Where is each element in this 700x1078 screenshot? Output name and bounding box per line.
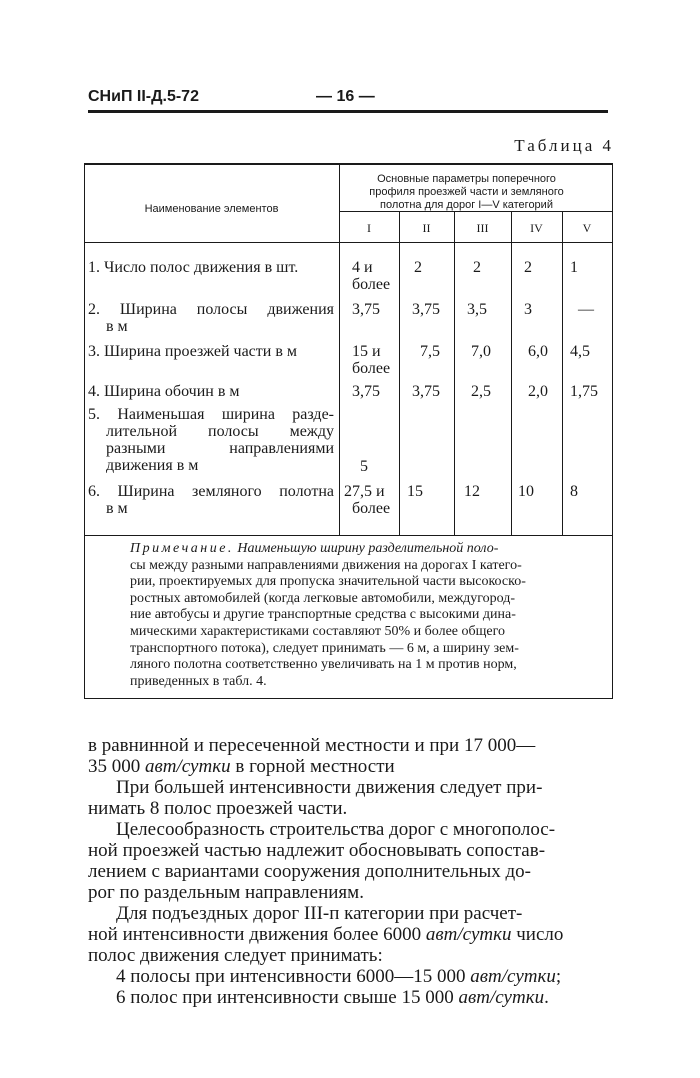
row-name-line: 2. Ширина полосы движения [88, 301, 334, 318]
table-row-name [88, 483, 334, 517]
paragraph [88, 777, 613, 819]
table-cell: 7,0 [471, 343, 491, 360]
note-line: сы между разными направлениями движения на дорогах I катего- [130, 557, 522, 573]
row-name-line: разными направлениями [106, 440, 334, 457]
row-name-line: движения в м [106, 457, 199, 474]
col-line-3 [454, 211, 455, 535]
col-line-1 [339, 163, 340, 535]
row-name-line: 5. Наименьшая ширина разде- [88, 406, 334, 423]
table-cell: 2 [414, 259, 422, 276]
paragraph [88, 903, 613, 966]
col-header-name: Наименование элементов [144, 203, 279, 215]
cell-line: более [352, 360, 391, 377]
header-rule [88, 110, 608, 113]
note-line: ростных автомобилей (когда легковые автомобили, междугород- [130, 590, 516, 606]
table-cell: 5 [360, 458, 368, 475]
table-row-name [88, 406, 334, 474]
note-lead: Наименьшую ширину разделительной поло- [233, 541, 499, 556]
table-cell: 12 [464, 483, 480, 500]
unit-italic: авт/сутки [145, 756, 231, 777]
note-line: рии, проектируемых для пропуска значительной части высокоско- [130, 574, 526, 590]
text-line: При большей интенсивности движения следует при- [116, 777, 543, 798]
cat-header-4: IV [530, 221, 543, 235]
table-cell: 10 [518, 483, 534, 500]
doc-code: СНиП II-Д.5-72 [88, 88, 199, 105]
table-cell: 3,75 [352, 301, 380, 318]
text-line: лением с вариантами сооружения дополнительных до- [88, 861, 532, 882]
table-top-border [84, 163, 613, 165]
body-text [88, 735, 613, 1008]
note-line: ляного полотна соответственно увеличивать на 1 м против норм, [130, 657, 517, 673]
note-line: приведенных в табл. 4. [130, 673, 267, 689]
text-line: Целесообразность строительства дорог с многополос- [116, 819, 556, 840]
text-line: полос движения следует принимать: [88, 945, 383, 966]
cat-header-2: II [422, 221, 431, 235]
list-item [88, 987, 613, 1008]
table-cell: 2,5 [471, 383, 491, 400]
header-separator [84, 242, 613, 243]
table-row-name [88, 259, 334, 276]
text-line: рог по раздельным направлениям. [88, 882, 364, 903]
text-run: в горной местности [230, 756, 395, 777]
note-line: транспортного потока), следует принимать — 6 м, а ширину зем- [130, 640, 519, 656]
list-item [88, 966, 613, 987]
table-cell: 2 [524, 259, 532, 276]
table-cell: 3,5 [467, 301, 487, 318]
table-right-border [612, 163, 613, 699]
unit-italic: авт/сутки [425, 924, 512, 945]
table-cell: 4,5 [570, 343, 590, 360]
group-header-line-1: Основные параметры поперечного [377, 173, 556, 185]
cat-header-3: III [476, 221, 489, 235]
table-cell [352, 259, 390, 293]
text-line: в равнинной и пересеченной местности и при 17 000— [88, 735, 536, 756]
table-note [130, 541, 587, 690]
table-cell [344, 483, 390, 517]
cell-line: 27,5 и [344, 483, 385, 500]
row-name-line: 6. Ширина земляного полотна [88, 483, 334, 500]
text-run: ной интенсивности движения более 6000 [88, 924, 426, 945]
table-row-name [88, 301, 334, 335]
table-cell: 7,5 [420, 343, 440, 360]
row-name-line: в м [106, 500, 128, 517]
row-name-line: 4. Ширина обочин в м [88, 383, 240, 400]
table-cell: 3,75 [412, 383, 440, 400]
text-run: 35 000 [88, 756, 145, 777]
table-cell: 3,75 [352, 383, 380, 400]
row-name-line: 3. Ширина проезжей части в м [88, 343, 298, 360]
unit-italic: авт/сутки [470, 966, 556, 987]
cell-line: более [352, 500, 391, 517]
table-caption: Таблица 4 [514, 136, 614, 155]
row-name-line: лительной полосы между [106, 423, 334, 440]
unit-italic: авт/сутки [458, 987, 545, 1008]
table-cell: — [578, 301, 594, 318]
col-line-5 [562, 211, 563, 535]
table-row-name [88, 343, 334, 360]
group-header-line-2: профиля проезжей части и земляного [369, 186, 564, 198]
row-name-line: в м [106, 318, 128, 335]
page-number: — 16 — [316, 88, 375, 105]
cat-header-5: V [582, 221, 592, 235]
text-line: Для подъездных дорог III-п категории при расчет- [116, 903, 523, 924]
table-cell: 6,0 [528, 343, 548, 360]
table-bottom-border [84, 698, 613, 699]
table-cell [352, 343, 390, 377]
table-cell: 2,0 [528, 383, 548, 400]
text-run: 6 полос при интенсивности свыше 15 000 [116, 987, 459, 1008]
note-first-line [130, 541, 587, 558]
col-header-group [339, 173, 594, 212]
table-cell: 2 [473, 259, 481, 276]
row-name-line: 1. Число полос движения в шт. [88, 259, 299, 276]
paragraph [88, 735, 613, 777]
table-cell: 1 [570, 259, 578, 276]
note-separator [84, 535, 613, 536]
cell-line: более [352, 276, 391, 293]
note-label: Примечание. [130, 541, 234, 556]
cat-header-1: I [367, 221, 371, 235]
col-line-2 [399, 211, 400, 535]
table-cell: 3 [524, 301, 532, 318]
text-line: нимать 8 полос проезжей части. [88, 798, 348, 819]
table-cell: 3,75 [412, 301, 440, 318]
table-cell: 8 [570, 483, 578, 500]
text-run: ; [555, 966, 562, 987]
note-line: ние автобусы и другие транспортные средства с высокими дина- [130, 607, 516, 623]
page-header [88, 88, 608, 114]
table-row-name [88, 383, 334, 400]
group-header-line-3: полотна для дорог I—V категорий [380, 199, 553, 211]
note-line: мическими характеристиками составляют 50% и более общего [130, 623, 506, 639]
text-run: 4 полосы при интенсивности 6000—15 000 [116, 966, 471, 987]
text-run: число [511, 924, 564, 945]
text-run: . [544, 987, 549, 1008]
table-cell: 15 [407, 483, 423, 500]
table-left-border [84, 163, 85, 699]
cell-line: 15 и [352, 343, 381, 360]
parameters-table [84, 163, 613, 699]
cell-line: 4 и [352, 259, 373, 276]
table-cell: 1,75 [570, 383, 598, 400]
col-line-4 [511, 211, 512, 535]
paragraph [88, 819, 613, 903]
text-line: ной проезжей частью надлежит обосновывать сопостав- [88, 840, 546, 861]
